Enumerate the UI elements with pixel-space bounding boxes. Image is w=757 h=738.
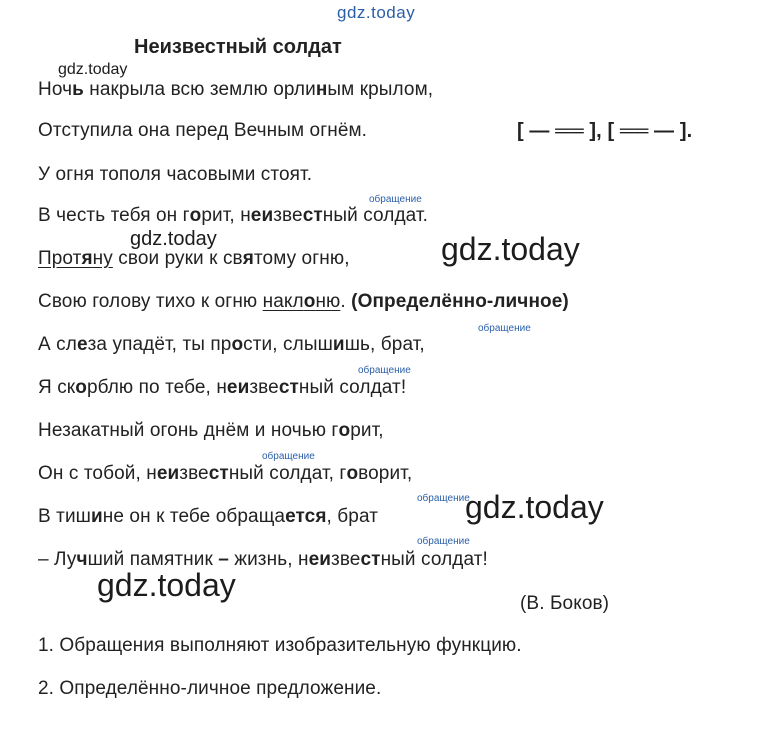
address-label: обращение [478,323,531,334]
watermark: gdz.today [130,228,217,250]
address-label: обращение [262,451,315,462]
watermark: gdz.today [465,489,604,525]
watermark: gdz.today [97,567,236,603]
poem-line-3: У огня тополя часовыми стоят. [38,164,313,185]
address-label: обращение [417,493,470,504]
poem-title: Неизвестный солдат [134,36,342,58]
poem-author: (В. Боков) [520,593,610,614]
poem-line-6: Свою голову тихо к огню наклоню. (Определённо-личное) [38,291,569,312]
answer-2: 2. Определённо-личное предложение. [38,678,382,699]
poem-line-4: В честь тебя он горит, неизвестный солдат. [38,205,428,226]
sentence-scheme: [ — ══ ], [ ══ — ]. [517,120,693,142]
address-label: обращение [358,365,411,376]
poem-line-2: Отступила она перед Вечным огнём. [38,120,368,141]
watermark-top: gdz.today [337,3,416,22]
address-label: обращение [417,536,470,547]
poem-line-10: Он с тобой, неизвестный солдат, говорит, [38,463,413,484]
poem-line-9: Незакатный огонь днём и ночью горит, [38,420,384,441]
poem-line-7: А слеза упадёт, ты прости, слышишь, брат, [38,334,425,355]
answer-1: 1. Обращения выполняют изобразительную функцию. [38,635,522,656]
poem-line-8: Я скорблю по тебе, неизвестный солдат! [38,377,407,398]
poem-line-1: Ночь накрыла всю землю орлиным крылом, [38,79,434,100]
poem-line-12: – Лучший памятник – жизнь, неизвестный солдат! [38,549,488,570]
poem-line-11: В тишине он к тебе обращается, брат [38,506,379,527]
address-label: обращение [369,194,422,205]
poem-line-5: Протяну свои руки к святому огню, [38,248,350,269]
watermark: gdz.today [58,61,128,78]
watermark: gdz.today [441,231,580,267]
